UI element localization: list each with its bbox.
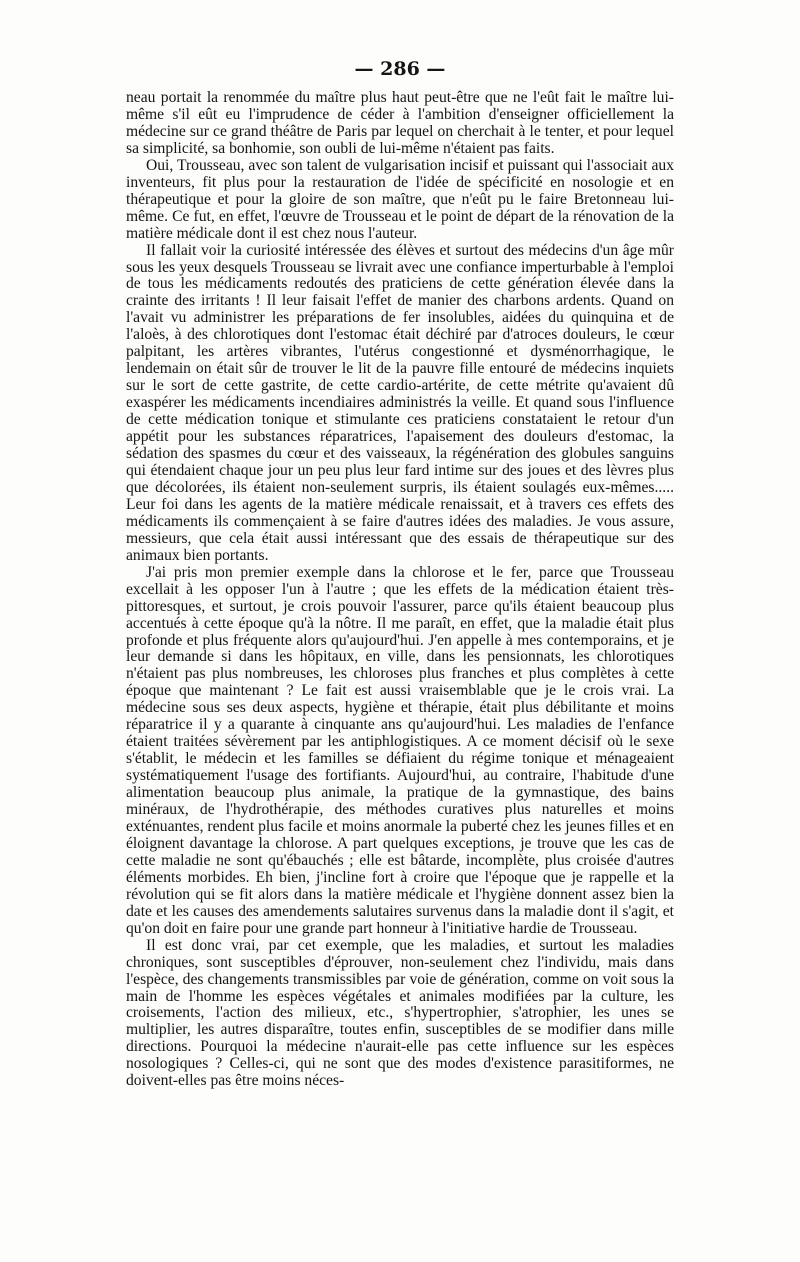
paragraph-4: J'ai pris mon premier exemple dans la chlorose et le fer, parce que Trousseau excellait à les opposer l'un à l'autre ; que les effets de la médication étaient très-pittoresques, et surtout, je crois pouvoir l'assurer, parce qu'ils étaient beaucoup plus accentués à cette époque qu'à la nôtre. Il me paraît, en effet, que la maladie était plus profonde et plus fréquente alors qu'aujourd'hui. J'en appelle à mes contemporains, et je leur demande si dans les hôpitaux, en ville, dans les pensionnats, les chlorotiques n'étaient pas plus nombreuses, les chloroses plus franches et plus complètes à cette époque que maintenant ? Le fait est aussi vraisemblable que je le crois vrai. La médecine sous ses deux aspects, hygiène et thérapie, était plus débilitante et moins réparatrice il y a quarante à cinquante ans qu'aujourd'hui. Les maladies de l'enfance étaient traitées sévèrement par les antiphlogistiques. A ce moment décisif où le sexe s'établit, le médecin et les familles se défiaient du régime tonique et ménageaient systématiquement l'usage des fortifiants. Aujourd'hui, au contraire, l'habitude d'une alimentation beaucoup plus animale, la pratique de la gymnastique, des bains minéraux, de l'hydrothérapie, des méthodes curatives plus naturelles et moins exténuantes, rendent plus facile et moins anormale la puberté chez les jeunes filles et en éloignent davantage la chlorose. A part quelques exceptions, je trouve que les cas de cette maladie ne sont qu'ébauchés ; elle est bâtarde, incomplète, plus croisée d'autres éléments morbides. Eh bien, j'incline fort à croire que l'époque que je rappelle et la révolution qui se fit alors dans la matière médicale et l'hygiène donnent assez bien la date et les causes des amendements salutaires survenus dans la maladie dont il s'agit, et qu'on doit en faire pour une grande part honneur à l'initiative hardie de Trousseau. [126,563,674,937]
paragraph-1: neau portait la renommée du maître plus haut peut-être que ne l'eût fait le maître lui-même s'il eût eu l'imprudence de céder à l'ambition d'enseigner officiellement la médecine sur ce grand théâtre de Paris par lequel on cherchait à le tenter, et pour lequel sa simplicité, sa bonhomie, son oubli de lui-même n'étaient pas faits. [126,89,674,157]
body-text [126,90,674,1090]
paragraph-5: Il est donc vrai, par cet exemple, que les maladies, et surtout les maladies chroniques, sont susceptibles d'éprouver, non-seulement chez l'individu, mais dans l'espèce, des changements transmissibles par voie de génération, comme on voit sous la main de l'homme les espèces végétales et animales modifiées par la culture, les croisements, l'action des milieux, etc., s'hypertrophier, s'atrophier, les unes se multiplier, les autres disparaître, toutes enfin, susceptibles de se modifier dans mille directions. Pourquoi la médecine n'aurait-elle pas cette influence sur les espèces nosologiques ? Celles-ci, qui ne sont que des modes d'existence parasitiformes, ne doivent-elles pas être moins néces- [126,936,674,1090]
page-number: — 286 — [354,58,446,80]
paragraph-3: Il fallait voir la curiosité intéressée des élèves et surtout des médecins d'un âge mûr sous les yeux desquels Trousseau se livrait avec une confiance imperturbable à l'emploi de tous les médicaments redoutés des praticiens de cette génération élevée dans la crainte des irritants ! Il leur faisait l'effet de manier des charbons ardents. Quand on l'avait vu administrer les préparations de fer insolubles, aidées du quinquina et de l'aloès, à des chlorotiques dont l'estomac était déchiré par d'atroces douleurs, le cœur palpitant, les artères vibrantes, l'utérus congestionné et dysménorrhagique, le lendemain on était sûr de trouver le lit de la pauvre fille entouré de médecins inquiets sur le sort de cette gastrite, de cette cardio-artérite, de cette métrite qu'avaient dû exaspérer les médicaments incendiaires administrés la veille. Et quand sous l'influence de cette médication tonique et stimulante ces praticiens constataient le retour d'un appétit pour les substances réparatrices, l'apaisement des douleurs d'estomac, la sédation des spasmes du cœur et des vaisseaux, la régénération des globules sanguins qui étendaient chaque jour un peu plus leur fard intime sur des joues et des lèvres plus que décolorées, ils étaient non-seulement surpris, ils étaient soulagés eux-mêmes..... Leur foi dans les agents de la matière médicale renaissait, et à travers ces effets des médicaments ils commençaient à se faire d'autres idées des maladies. Je vous assure, messieurs, que cela était aussi intéressant que des essais de thérapeutique sur des animaux bien portants. [126,241,674,564]
paragraph-2: Oui, Trousseau, avec son talent de vulgarisation incisif et puissant qui l'associait aux inventeurs, fit plus pour la restauration de l'idée de spécificité en nosologie et en thérapeutique et pour la gloire de son maître, que n'eût pu le faire Bretonneau lui-même. Ce fut, en effet, l'œuvre de Trousseau et le point de départ de la rénovation de la matière médicale dont il est chez nous l'auteur. [126,156,674,242]
